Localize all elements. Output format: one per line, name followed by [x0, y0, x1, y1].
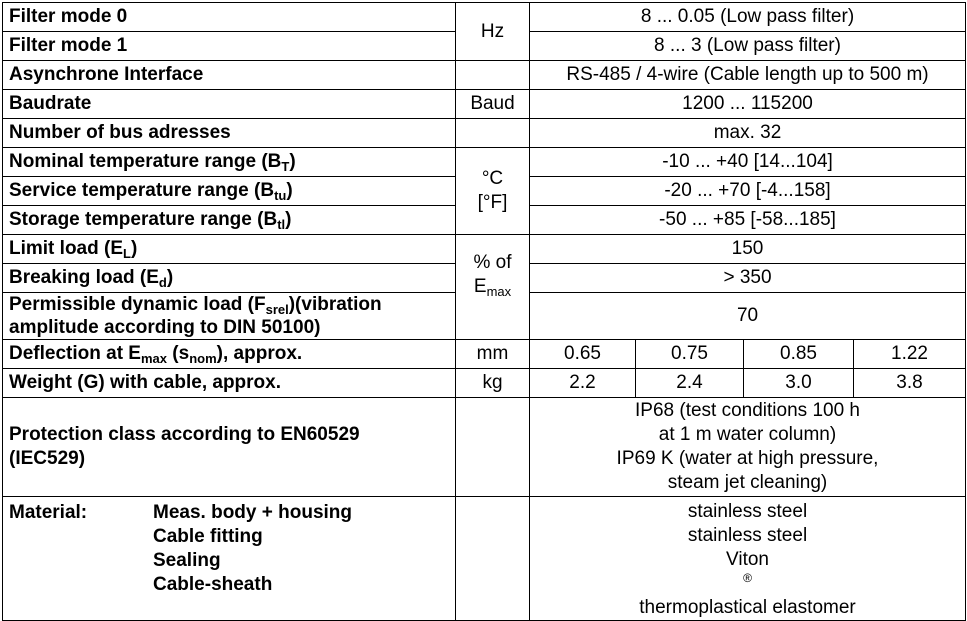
- material-item: Cable fitting: [153, 526, 263, 547]
- material-value: stainless steel: [687, 501, 808, 522]
- row-bus-addresses: [3, 119, 966, 148]
- unit-filter: Hz: [456, 3, 530, 61]
- label-limit-load: Limit load $(E_L)$: [3, 235, 456, 264]
- label-weight: Weight (G) with cable, approx.: [3, 369, 456, 398]
- value-deflection: 0.65: [530, 340, 636, 369]
- label-interface: Asynchrone Interface: [3, 61, 456, 90]
- value-baudrate: 1200 ... 115200: [530, 90, 966, 119]
- value-weight: 2.2: [530, 369, 636, 398]
- row-limit-load: [3, 235, 966, 264]
- label-material: [3, 497, 456, 621]
- unit-material-empty: [456, 497, 530, 621]
- label-bus-addresses: Number of bus adresses: [3, 119, 456, 148]
- row-baudrate: [3, 90, 966, 119]
- value-breaking-load: > 350: [530, 264, 966, 293]
- material-item: Cable-sheath: [153, 574, 273, 595]
- value-dynamic-load: 70: [530, 293, 966, 340]
- value-nominal-temperature: -10 ... +40 [14...104]: [530, 148, 966, 177]
- row-protection-class: [3, 398, 966, 497]
- label-dynamic-load: Permissible dynamic load $(F_{srel})(vibration$ amplitude according to DIN 50100): [3, 293, 456, 340]
- unit-interface-empty: [456, 61, 530, 90]
- unit-bus-empty: [456, 119, 530, 148]
- value-material: [530, 497, 966, 621]
- row-nominal-temperature: [3, 148, 966, 177]
- label-storage-temperature: Storage temperature range $(B_{tl})$: [3, 206, 456, 235]
- material-item-list: [153, 501, 352, 597]
- value-storage-temperature: -50 ... +85 [-58...185]: [530, 206, 966, 235]
- value-service-temperature: -20 ... +70 [-4...158]: [530, 177, 966, 206]
- unit-load: % of $E_{max}$: [456, 235, 530, 340]
- material-item: Sealing: [153, 550, 221, 571]
- material-value: Viton ®: [726, 549, 769, 585]
- value-weight: 3.0: [744, 369, 854, 398]
- specification-table: [2, 2, 966, 621]
- row-material: [3, 497, 966, 621]
- row-weight: [3, 369, 966, 398]
- label-breaking-load: Breaking load $(E_d)$: [3, 264, 456, 293]
- value-interface: RS-485 / 4-wire (Cable length up to 500 m): [530, 61, 966, 90]
- unit-protection-empty: [456, 398, 530, 497]
- unit-temperature: °C [°F]: [456, 148, 530, 235]
- row-deflection: [3, 340, 966, 369]
- value-deflection: 1.22: [854, 340, 966, 369]
- row-filter-mode-0: [3, 3, 966, 32]
- label-filter-mode-0: Filter mode 0: [3, 3, 456, 32]
- material-value: stainless steel: [687, 525, 808, 546]
- value-filter-mode-1: 8 ... 3 (Low pass filter): [530, 32, 966, 61]
- registered-mark: ®: [743, 571, 752, 585]
- value-deflection: 0.75: [636, 340, 744, 369]
- unit-weight: kg: [456, 369, 530, 398]
- label-deflection: Deflection at $E_{max}$ $(s_{nom})$, approx.: [3, 340, 456, 369]
- material-heading: Material:: [9, 502, 88, 523]
- value-limit-load: 150: [530, 235, 966, 264]
- material-value: thermoplastical elastomer: [639, 597, 856, 618]
- value-filter-mode-0: 8 ... 0.05 (Low pass filter): [530, 3, 966, 32]
- unit-deflection: mm: [456, 340, 530, 369]
- row-interface: [3, 61, 966, 90]
- label-protection-class: Protection class according to EN60529 (IEC529): [3, 398, 456, 497]
- value-weight: 3.8: [854, 369, 966, 398]
- label-baudrate: Baudrate: [3, 90, 456, 119]
- unit-baudrate: Baud: [456, 90, 530, 119]
- value-weight: 2.4: [636, 369, 744, 398]
- value-protection-class: IP68 (test conditions 100 h at 1 m water column) IP69 K (water at high pressure, steam jet cleaning): [530, 398, 966, 497]
- value-bus-addresses: max. 32: [530, 119, 966, 148]
- label-nominal-temperature: Nominal temperature range $(B_T)$: [3, 148, 456, 177]
- value-deflection: 0.85: [744, 340, 854, 369]
- label-service-temperature: Service temperature range $(B_{tu})$: [3, 177, 456, 206]
- material-item: Meas. body + housing: [153, 502, 352, 523]
- label-filter-mode-1: Filter mode 1: [3, 32, 456, 61]
